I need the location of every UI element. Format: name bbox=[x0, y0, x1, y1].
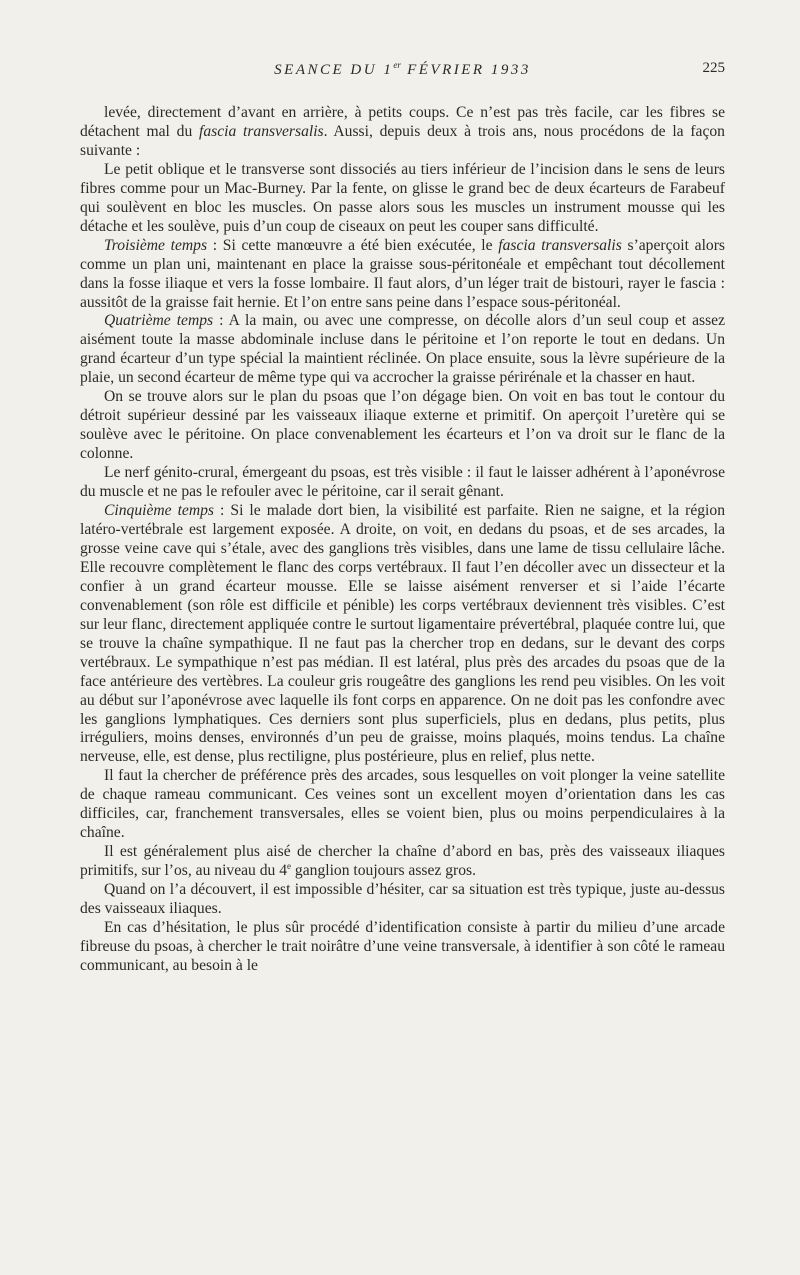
running-header bbox=[80, 60, 725, 82]
italic-text: Cinquième temps bbox=[104, 502, 214, 520]
paragraph bbox=[80, 502, 725, 767]
paragraph bbox=[80, 388, 725, 464]
paragraph-text: ganglion toujours assez gros. bbox=[291, 862, 476, 880]
italic-text: fascia transversalis bbox=[498, 236, 622, 254]
paragraph bbox=[80, 104, 725, 161]
italic-text: fascia transversalis bbox=[199, 122, 324, 140]
paragraph-text: Le petit oblique et le transverse sont dissociés au tiers inférieur de l’incision dans le sens de leurs fibres comme pour un Mac-Burney. Par la fente, on glisse le grand bec de deux écarteurs de Farabeuf qui soulèvent en bloc les muscles. On passe alors sous les muscles un instrument mousse qui les détache et les soulève, puis d’un coup de ciseaux on peut les couper sans difficulté. bbox=[80, 160, 725, 235]
body-text bbox=[80, 104, 725, 976]
paragraph-text: Le nerf génito-crural, émergeant du psoas, est très visible : il faut le laisser adhérent à l’aponévrose du muscle et ne pas le refouler avec le péritoine, car il serait gênant. bbox=[80, 464, 725, 501]
paragraph-text: : Si le malade dort bien, la visibilité est parfaite. Rien ne saigne, et la région latéro-vertébrale est largement exposée. A droite, on voit, en dedans du psoas, et de ses arcades, la grosse veine cave qui s’étale, avec des ganglions très visibles, dans une lame de tissu cellulaire lâche. Elle recouvre complètement le flanc des corps vertébraux. Il faut l’en décoller avec un dissecteur et la confier à un grand écarteur mousse. Elle se laisse aisément renverser et si l’aide l’écarte convenablement (son rôle est difficile et pénible) les corps vertébraux deviennent très visibles. C’est sur leur flanc, directement appliquée contre le surtout ligamentaire prévertébral, plaquée contre lui, que se trouve la chaîne sympathique. Il ne faut pas la chercher trop en dedans, sur le devant des corps vertébraux. Le sympathique n’est pas médian. Il est latéral, plus près des arcades du psoas que de la face antérieure des vertèbres. La couleur gris rougeâtre des ganglions les rend peu visibles. On les voit au début sur l’aponévrose avec laquelle ils font corps en apparence. On ne doit pas les confondre avec les ganglions lymphatiques. Ces derniers sont plus superficiels, plus en dedans, plus petits, plus irréguliers, moins denses, environnés d’un peu de graisse, moins plaqués, moins tendus. La chaîne nerveuse, elle, est dense, plus rectiligne, plus postérieure, plus en relief, plus nette. bbox=[80, 502, 725, 766]
paragraph bbox=[80, 919, 725, 976]
paragraph-text: On se trouve alors sur le plan du psoas que l’on dégage bien. On voit en bas tout le contour du détroit supérieur dessiné par les vaisseaux iliaque externe et primitif. On aperçoit l’uretère qui se soulève avec le péritoine. On place convenablement les écarteurs et l’on va droit sur le flanc de la colonne. bbox=[80, 388, 725, 463]
running-title-superscript: er bbox=[393, 60, 401, 70]
paragraph bbox=[80, 881, 725, 919]
running-title-text: SEANCE DU 1 bbox=[274, 62, 394, 78]
running-title-date: FÉVRIER 1933 bbox=[400, 62, 531, 78]
paragraph-text: Il est généralement plus aisé de chercher la chaîne d’abord en bas, près des vaisseaux iliaques primitifs, sur l’os, au niveau du 4 bbox=[80, 843, 725, 880]
paragraph-text: Il faut la chercher de préférence près des arcades, sous lesquelles on voit plonger la veine satellite de chaque rameau communicant. Ces veines sont un excellent moyen d’orientation dans les cas difficiles, car, franchement transversales, elles se voient bien, plus ou moins perpendiculaires à la chaîne. bbox=[80, 767, 725, 842]
paragraph-text: levée, directement d’avant en arrière, à petits coups. Ce n’est pas très facile, car les fibres se détachent mal du bbox=[80, 104, 725, 140]
page-number: 225 bbox=[702, 60, 725, 76]
italic-text: Quatrième temps bbox=[104, 312, 214, 330]
paragraph bbox=[80, 843, 725, 881]
paragraph-text: : A la main, ou avec une compresse, on décolle alors d’un seul coup et assez aisément toute la masse abdominale incluse dans le péritoine et l’on reporte le tout en dedans. Un grand écarteur d’un type spécial la maintient réclinée. On place ensuite, sous la lèvre supérieure de la plaie, un second écarteur de même type qui va accrocher la graisse périrénale et la chasser en haut. bbox=[80, 312, 725, 387]
paragraph bbox=[80, 161, 725, 237]
paragraph-text: . Aussi, depuis deux à trois ans, nous procédons de la façon suivante : bbox=[80, 122, 725, 159]
paragraph bbox=[80, 312, 725, 388]
running-title bbox=[80, 60, 725, 79]
italic-text: Troisième temps bbox=[104, 236, 208, 254]
paragraph-text: Quand on l’a découvert, il est impossible d’hésiter, car sa situation est très typique, juste au-dessus des vaisseaux iliaques. bbox=[80, 881, 725, 918]
paragraph-text: : Si cette manœuvre a été bien exécutée, le bbox=[207, 236, 499, 254]
paragraph-text: s’aperçoit alors comme un plan uni, maintenant en place la graisse sous-péritonéale et empêchant tout décollement dans la fosse iliaque et vers la fosse lombaire. Il faut alors, d’un léger trait de bistouri, rayer le fascia : aussitôt de la graisse fait hernie. Et l’on entre sans peine dans l’espace sous-péritonéal. bbox=[80, 236, 725, 311]
paragraph bbox=[80, 237, 725, 313]
paragraph bbox=[80, 767, 725, 843]
paragraph-text: En cas d’hésitation, le plus sûr procédé d’identification consiste à partir du milieu d’une arcade fibreuse du psoas, à chercher le trait noirâtre d’une veine transversale, à identifier à son côté le rameau communicant, au besoin à le bbox=[80, 918, 725, 974]
superscript-text: e bbox=[287, 860, 292, 871]
paragraph bbox=[80, 464, 725, 502]
